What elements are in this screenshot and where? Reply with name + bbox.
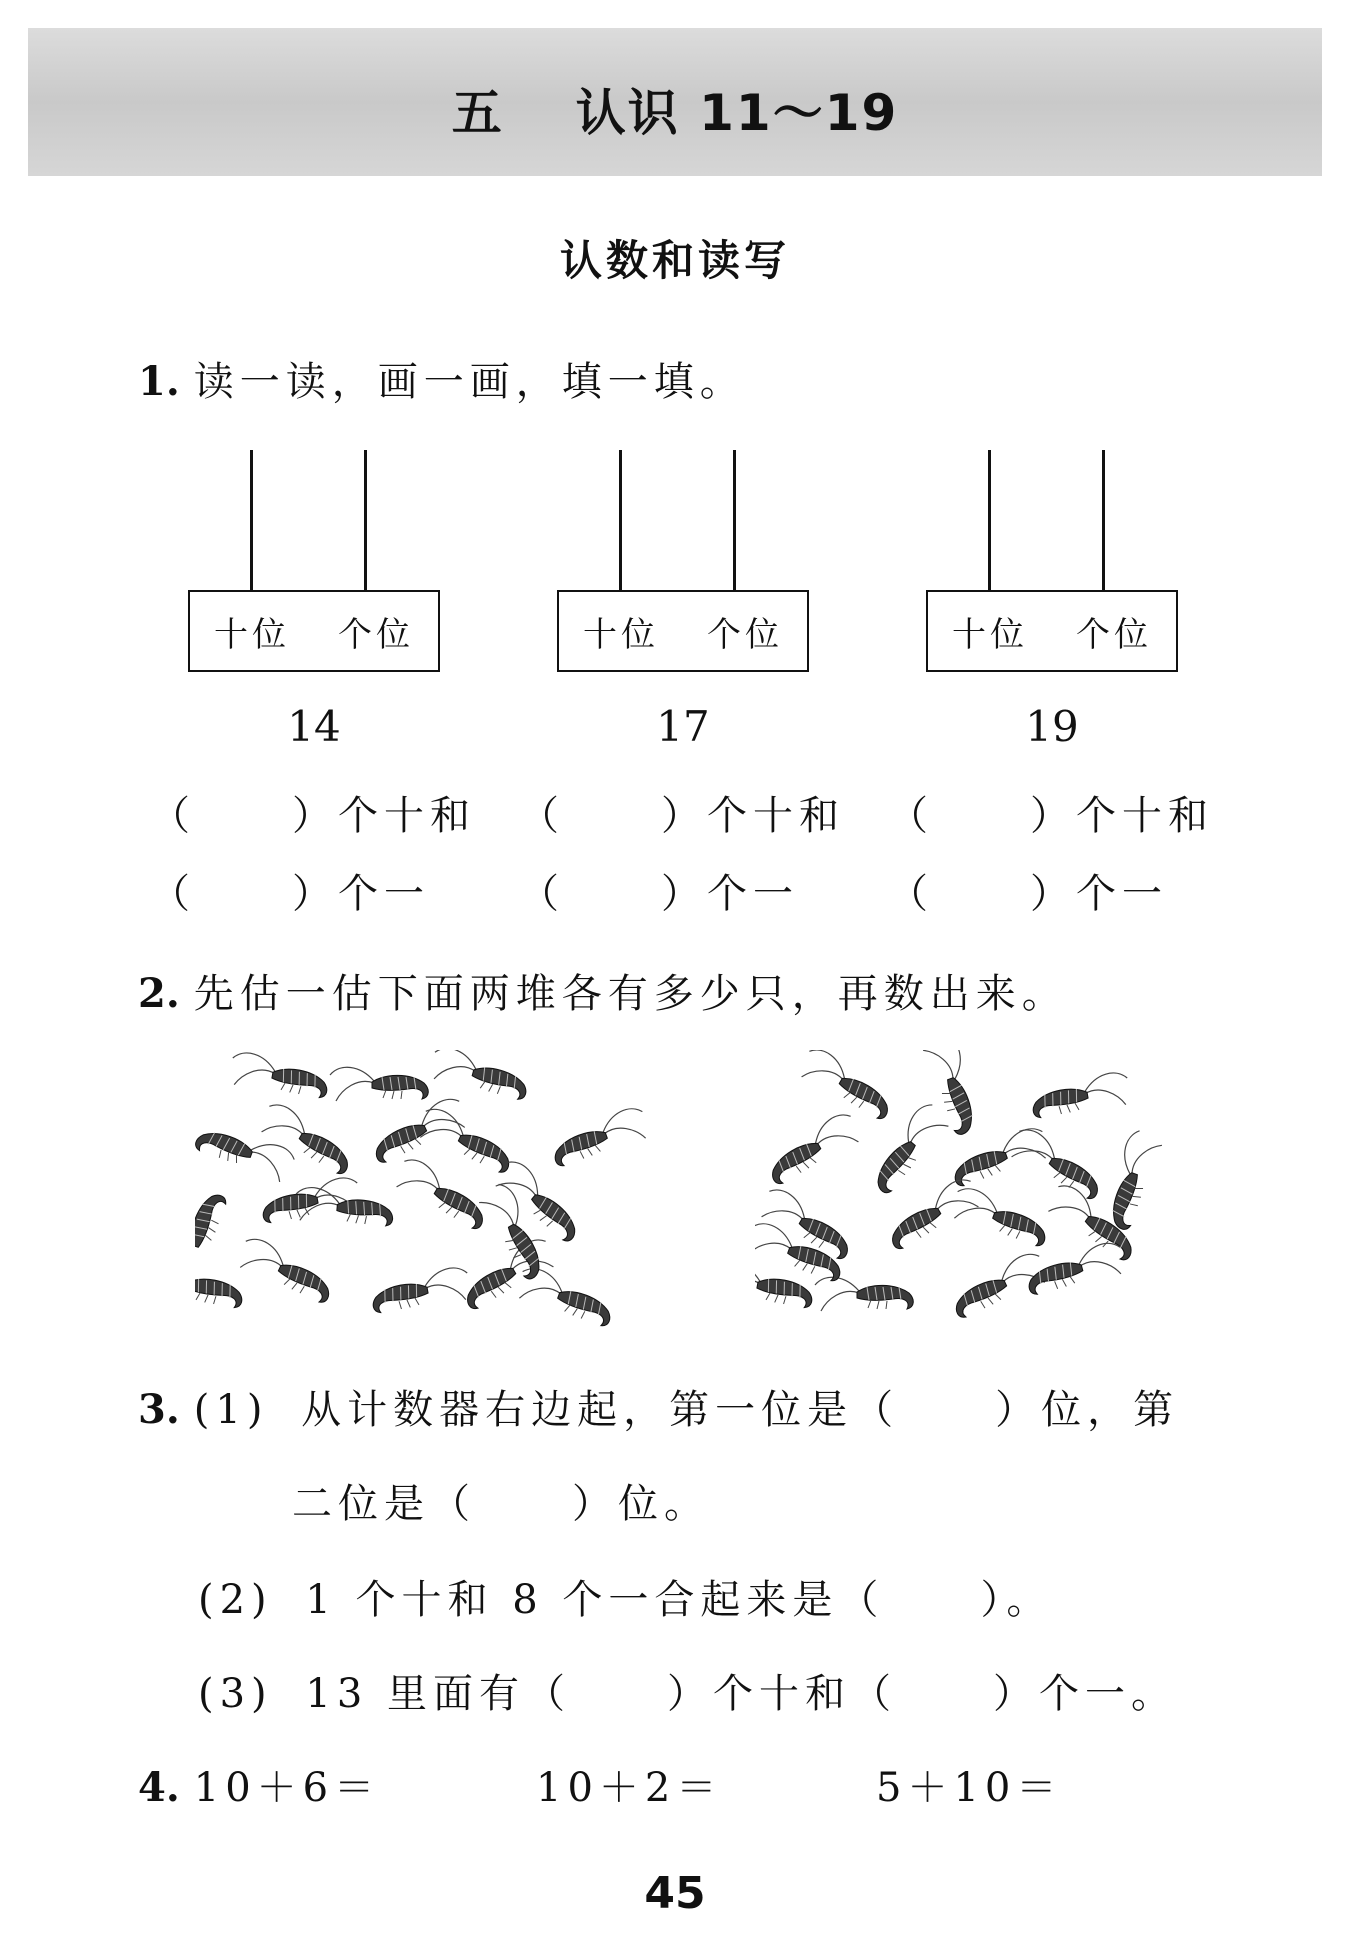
blank-close: ） <box>661 793 707 839</box>
part-text: 1 个十和 8 个一合起来是（ <box>305 1577 885 1623</box>
shrimp-icon <box>195 1260 246 1310</box>
expression: 10＋6＝ <box>193 1765 381 1811</box>
shrimp-icon <box>228 1050 331 1100</box>
blank-open: （ <box>888 871 934 917</box>
tens-suffix: 个十和 <box>1076 793 1214 839</box>
shrimp-pile-right <box>755 1050 1165 1340</box>
question-1 <box>138 350 746 407</box>
tens-blank-line <box>888 784 1214 841</box>
abacus-number: 19 <box>1025 702 1079 751</box>
tens-suffix: 个十和 <box>338 793 476 839</box>
part-text: 二位是（ <box>292 1481 476 1527</box>
shrimp-icon <box>547 1104 651 1169</box>
ones-suffix: 个一 <box>707 871 799 917</box>
shrimp-icon <box>259 1175 362 1225</box>
expression: 5＋10＝ <box>876 1765 1063 1811</box>
question-4 <box>138 1756 380 1813</box>
part-text: ）位。 <box>572 1481 710 1527</box>
part-label: (2) <box>198 1577 273 1623</box>
question-number: 1. <box>138 358 180 405</box>
part-text: ）位，第 <box>995 1387 1180 1433</box>
shrimp-icon <box>391 1155 493 1233</box>
blank-open: （ <box>150 871 196 917</box>
shrimp-icon <box>330 1067 428 1101</box>
blank-close: ） <box>1030 871 1076 917</box>
abacus-base <box>557 590 809 672</box>
blank-open: （ <box>519 793 565 839</box>
abacus <box>557 450 809 672</box>
abacus-base <box>188 590 440 672</box>
ones-label: 个位 <box>1076 614 1152 655</box>
part-text: ）个十和（ <box>667 1671 898 1717</box>
question-text: 先估一估下面两堆各有多少只，再数出来。 <box>193 971 1068 1017</box>
shrimp-icon <box>882 1175 984 1253</box>
shrimp-icon <box>369 1265 472 1315</box>
abacus-rod-ones[interactable] <box>733 450 736 592</box>
question-3-part-1 <box>138 1378 1179 1435</box>
shrimp-icon <box>1099 1128 1164 1232</box>
tens-blank-line <box>150 784 476 841</box>
chapter-heading <box>452 73 899 145</box>
shrimp-icon <box>921 1050 986 1137</box>
part-text: 13 里面有（ <box>305 1671 572 1717</box>
page-number: 45 <box>644 1868 706 1919</box>
blank-close: ） <box>292 871 338 917</box>
tens-label: 十位 <box>583 614 659 655</box>
abacus-rod-tens[interactable] <box>988 450 991 592</box>
abacus-rod-tens[interactable] <box>619 450 622 592</box>
shrimp-icon <box>1006 1125 1108 1203</box>
ones-label: 个位 <box>338 614 414 655</box>
blank-open: （ <box>150 793 196 839</box>
question-3-part-2 <box>198 1568 1052 1625</box>
shrimp-icon <box>428 1050 532 1103</box>
ones-suffix: 个一 <box>1076 871 1168 917</box>
shrimp-icon <box>256 1100 358 1178</box>
tens-suffix: 个十和 <box>707 793 845 839</box>
abacus-number: 17 <box>656 702 710 751</box>
question-text: 读一读，画一画，填一填。 <box>193 359 746 405</box>
tens-blank-line <box>519 784 845 841</box>
question-number: 2. <box>138 970 180 1017</box>
shrimp-icon <box>1023 1240 1127 1298</box>
section-title: 认数和读写 <box>559 236 790 285</box>
blank-close: ） <box>661 871 707 917</box>
shrimp-icon <box>863 1100 952 1197</box>
shrimp-icon <box>195 1187 230 1291</box>
ones-label: 个位 <box>707 614 783 655</box>
tens-label: 十位 <box>214 614 290 655</box>
part-text: 从计数器右边起，第一位是（ <box>301 1387 900 1433</box>
abacus <box>188 450 440 672</box>
shrimp-icon <box>755 1260 816 1310</box>
expression: 10＋2＝ <box>536 1765 723 1811</box>
shrimp-icon <box>762 1110 864 1188</box>
question-number: 4. <box>138 1764 180 1811</box>
ones-blank-line <box>519 862 799 919</box>
shrimp-icon <box>415 1104 518 1176</box>
abacus-rod-tens[interactable] <box>250 450 253 592</box>
abacus <box>926 450 1178 672</box>
part-text: ）。 <box>980 1577 1053 1623</box>
ones-blank-line <box>888 862 1168 919</box>
shrimp-icon <box>367 1094 470 1166</box>
abacus-number: 14 <box>287 702 341 751</box>
shrimp-icon <box>294 1186 395 1228</box>
chapter-number: 五 <box>451 84 504 142</box>
question-3-part-1-continued <box>292 1472 710 1529</box>
ones-blank-line <box>150 862 430 919</box>
part-text: ）个一。 <box>993 1671 1178 1717</box>
blank-open: （ <box>888 793 934 839</box>
shrimp-pile-left <box>195 1050 665 1340</box>
question-2 <box>138 962 1068 1019</box>
shrimp-icon <box>1029 1070 1132 1120</box>
abacus-rod-ones[interactable] <box>364 450 367 592</box>
abacus-base <box>926 590 1178 672</box>
blank-close: ） <box>1030 793 1076 839</box>
shrimp-icon <box>949 1184 1053 1249</box>
tens-label: 十位 <box>952 614 1028 655</box>
shrimp-icon <box>195 1119 297 1184</box>
question-3-part-3 <box>198 1662 1177 1719</box>
part-label: (1) <box>193 1387 269 1433</box>
blank-open: （ <box>519 871 565 917</box>
chapter-banner <box>28 28 1322 176</box>
shrimp-icon <box>796 1050 898 1123</box>
ones-suffix: 个一 <box>338 871 430 917</box>
shrimp-icon <box>815 1277 913 1311</box>
question-number: 3. <box>138 1386 180 1433</box>
abacus-rod-ones[interactable] <box>1102 450 1105 592</box>
part-label: (3) <box>198 1671 273 1717</box>
chapter-title: 认识 11～19 <box>575 84 899 142</box>
shrimp-icon <box>457 1235 559 1313</box>
shrimp-icon <box>235 1234 338 1306</box>
blank-close: ） <box>292 793 338 839</box>
